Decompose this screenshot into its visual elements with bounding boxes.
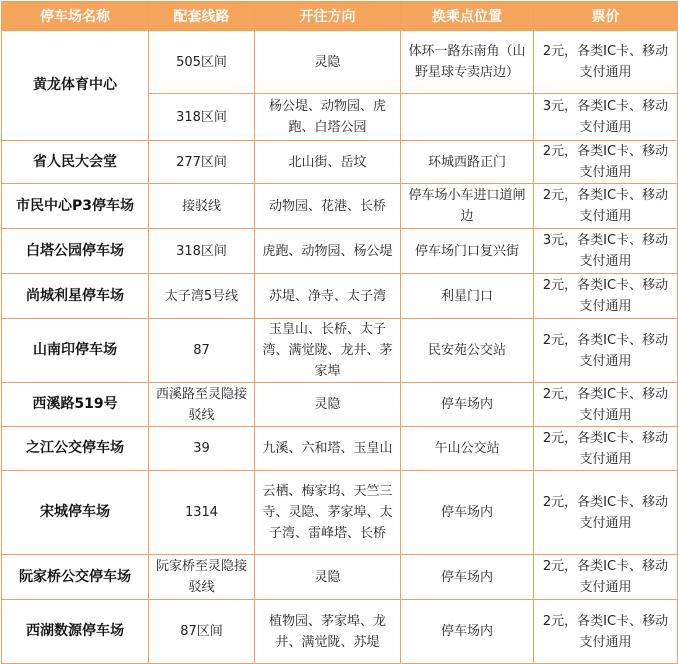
route-cell: 318区间 bbox=[149, 229, 255, 274]
parking-name-cell: 市民中心P3停车场 bbox=[2, 184, 149, 229]
direction-cell: 北山街、岳坟 bbox=[255, 141, 401, 184]
header-parking-name: 停车场名称 bbox=[2, 2, 149, 31]
fare-cell: 2元，各类IC卡、移动支付通用 bbox=[534, 319, 678, 383]
table-row bbox=[2, 383, 678, 427]
header-direction: 开往方向 bbox=[255, 2, 401, 31]
direction-cell: 杨公堤、动物园、虎跑、白塔公园 bbox=[255, 94, 401, 141]
route-cell: 太子湾5号线 bbox=[149, 274, 255, 319]
transfer-cell: 午山公交站 bbox=[401, 427, 534, 471]
fare-cell: 2元，各类IC卡、移动支付通用 bbox=[534, 600, 678, 664]
direction-cell: 云栖、梅家坞、天竺三寺、灵隐、茅家埠、太子湾、雷峰塔、长桥 bbox=[255, 471, 401, 555]
header-row bbox=[2, 2, 678, 31]
route-cell: 277区间 bbox=[149, 141, 255, 184]
header-fare: 票价 bbox=[534, 2, 678, 31]
fare-cell: 3元，各类IC卡、移动支付通用 bbox=[534, 94, 678, 141]
header-transfer-point: 换乘点位置 bbox=[401, 2, 534, 31]
parking-name-cell: 黄龙体育中心 bbox=[2, 31, 149, 141]
route-cell: 39 bbox=[149, 427, 255, 471]
table-row bbox=[2, 471, 678, 555]
parking-name-cell: 宋城停车场 bbox=[2, 471, 149, 555]
table-row bbox=[2, 184, 678, 229]
fare-cell: 2元，各类IC卡、移动支付通用 bbox=[534, 31, 678, 94]
transfer-cell: 环城西路正门 bbox=[401, 141, 534, 184]
fare-cell: 2元，各类IC卡、移动支付通用 bbox=[534, 274, 678, 319]
route-cell: 西溪路至灵隐接驳线 bbox=[149, 383, 255, 427]
fare-cell: 2元，各类IC卡、移动支付通用 bbox=[534, 555, 678, 600]
transfer-cell: 停车场内 bbox=[401, 555, 534, 600]
fare-cell: 2元，各类IC卡、移动支付通用 bbox=[534, 471, 678, 555]
route-cell: 505区间 bbox=[149, 31, 255, 94]
transfer-cell: 停车场门口复兴街 bbox=[401, 229, 534, 274]
parking-name-cell: 之江公交停车场 bbox=[2, 427, 149, 471]
parking-shuttle-table bbox=[1, 1, 678, 664]
transfer-cell: 停车场内 bbox=[401, 600, 534, 664]
transfer-cell: 民安苑公交站 bbox=[401, 319, 534, 383]
transfer-cell: 利星门口 bbox=[401, 274, 534, 319]
table-row bbox=[2, 229, 678, 274]
table-row bbox=[2, 427, 678, 471]
table-row bbox=[2, 31, 678, 94]
fare-cell: 2元，各类IC卡、移动支付通用 bbox=[534, 141, 678, 184]
direction-cell: 灵隐 bbox=[255, 383, 401, 427]
direction-cell: 玉皇山、长桥、太子湾、满觉陇、龙井、茅家埠 bbox=[255, 319, 401, 383]
direction-cell: 灵隐 bbox=[255, 555, 401, 600]
parking-name-cell: 白塔公园停车场 bbox=[2, 229, 149, 274]
direction-cell: 植物园、茅家埠、龙井、满觉陇、苏堤 bbox=[255, 600, 401, 664]
direction-cell: 灵隐 bbox=[255, 31, 401, 94]
table-row bbox=[2, 600, 678, 664]
direction-cell: 虎跑、动物园、杨公堤 bbox=[255, 229, 401, 274]
route-cell: 1314 bbox=[149, 471, 255, 555]
transfer-cell: 停车场小车进口道闸边 bbox=[401, 184, 534, 229]
header-route: 配套线路 bbox=[149, 2, 255, 31]
transfer-cell: 体环一路东南角（山野星球专卖店边） bbox=[401, 31, 534, 94]
fare-cell: 2元，各类IC卡、移动支付通用 bbox=[534, 184, 678, 229]
parking-name-cell: 西溪路519号 bbox=[2, 383, 149, 427]
transfer-cell bbox=[401, 94, 534, 141]
direction-cell: 苏堤、净寺、太子湾 bbox=[255, 274, 401, 319]
route-cell: 87区间 bbox=[149, 600, 255, 664]
direction-cell: 九溪、六和塔、玉皇山 bbox=[255, 427, 401, 471]
route-cell: 接驳线 bbox=[149, 184, 255, 229]
table-row bbox=[2, 319, 678, 383]
parking-name-cell: 山南印停车场 bbox=[2, 319, 149, 383]
transfer-cell: 停车场内 bbox=[401, 471, 534, 555]
fare-cell: 2元，各类IC卡、移动支付通用 bbox=[534, 383, 678, 427]
parking-name-cell: 尚城利星停车场 bbox=[2, 274, 149, 319]
transfer-cell: 停车场内 bbox=[401, 383, 534, 427]
table-row bbox=[2, 274, 678, 319]
fare-cell: 2元，各类IC卡、移动支付通用 bbox=[534, 427, 678, 471]
route-cell: 318区间 bbox=[149, 94, 255, 141]
parking-name-cell: 省人民大会堂 bbox=[2, 141, 149, 184]
route-cell: 87 bbox=[149, 319, 255, 383]
parking-name-cell: 阮家桥公交停车场 bbox=[2, 555, 149, 600]
parking-name-cell: 西湖数源停车场 bbox=[2, 600, 149, 664]
direction-cell: 动物园、花港、长桥 bbox=[255, 184, 401, 229]
table-row bbox=[2, 141, 678, 184]
fare-cell: 3元，各类IC卡、移动支付通用 bbox=[534, 229, 678, 274]
route-cell: 阮家桥至灵隐接驳线 bbox=[149, 555, 255, 600]
table-row bbox=[2, 555, 678, 600]
